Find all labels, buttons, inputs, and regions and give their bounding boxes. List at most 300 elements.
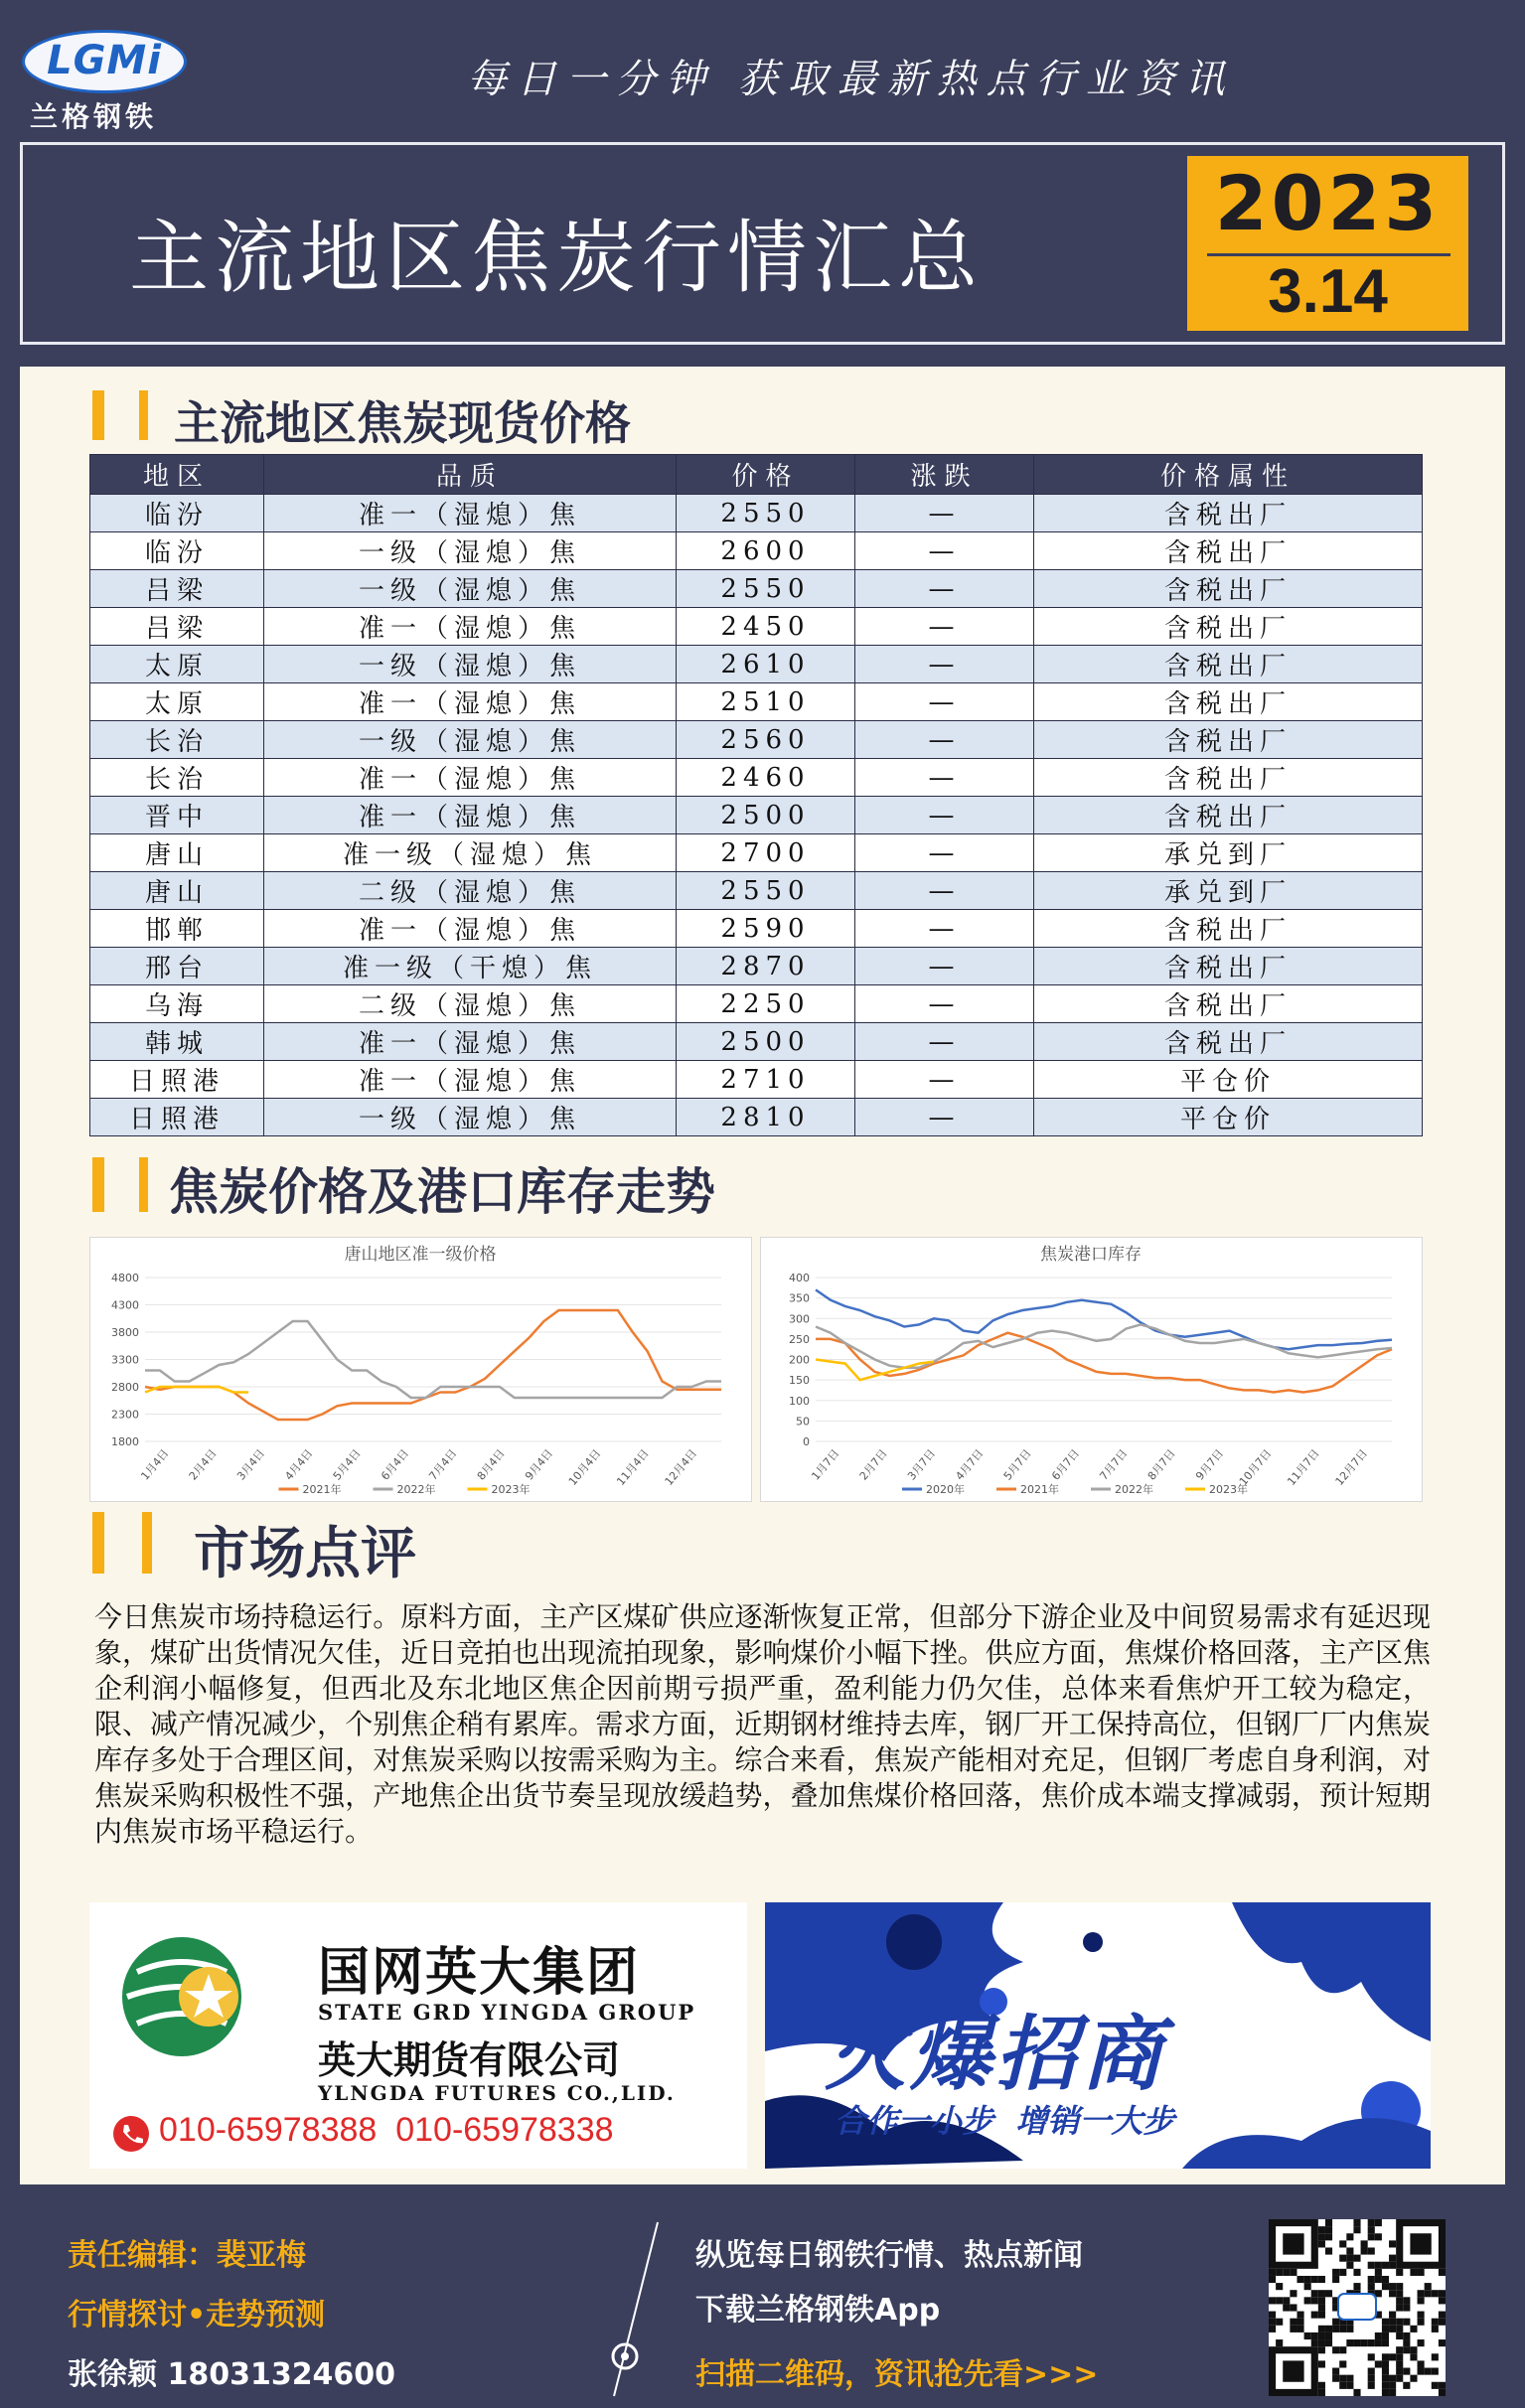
qr-module [1318, 2233, 1325, 2240]
qr-module [1439, 2297, 1446, 2304]
qr-module [1432, 2319, 1439, 2326]
footer-line2: 下载兰格钢铁App [695, 2293, 941, 2328]
ad-group-cn: 国网英大集团 [318, 1943, 641, 2003]
qr-module [1418, 2269, 1425, 2276]
table-row [90, 532, 1423, 570]
qr-module [1375, 2339, 1382, 2346]
qr-module [1368, 2368, 1375, 2375]
date-month-day: 3.14 [1268, 257, 1388, 326]
qr-module [1439, 2389, 1446, 2396]
section-title-prices: 主流地区焦炭现货价格 [174, 396, 631, 450]
qr-module [1318, 2240, 1325, 2247]
qr-module [1425, 2368, 1432, 2375]
column-header: 品质 [264, 455, 677, 495]
cell-price: 2500 [677, 1023, 855, 1061]
column-header: 价格 [677, 455, 855, 495]
qr-module [1382, 2276, 1389, 2283]
y-tick-label: 4800 [111, 1272, 139, 1284]
cell-price: 2250 [677, 985, 855, 1023]
cell-region: 太原 [90, 683, 264, 721]
promo-title: 火爆招商 [825, 2008, 1166, 2102]
qr-module [1269, 2326, 1276, 2333]
legend-label: 2022年 [1115, 1483, 1153, 1496]
qr-module [1346, 2233, 1353, 2240]
table-row [90, 1061, 1423, 1099]
qr-module [1396, 2304, 1403, 2311]
qr-module [1318, 2382, 1325, 2389]
qr-module [1332, 2276, 1339, 2283]
x-tick-label: 3月7日 [905, 1446, 939, 1483]
qr-module [1425, 2283, 1432, 2290]
qr-module [1361, 2339, 1368, 2346]
cell-quality: 一级（湿熄）焦 [264, 570, 677, 608]
y-tick-label: 3800 [111, 1326, 139, 1339]
qr-module [1290, 2304, 1296, 2311]
qr-module [1439, 2382, 1446, 2389]
qr-module [1403, 2346, 1410, 2353]
ad-company-en: YLNGDA FUTURES CO.,LID. [318, 2081, 676, 2105]
qr-module [1382, 2389, 1389, 2396]
qr-module [1332, 2375, 1339, 2382]
qr-module [1418, 2290, 1425, 2297]
logo-subtitle: 兰格钢铁 [30, 100, 158, 133]
qr-module [1339, 2240, 1346, 2247]
qr-module [1318, 2290, 1325, 2297]
qr-module [1325, 2219, 1332, 2226]
qr-module [1368, 2339, 1375, 2346]
table-row [90, 570, 1423, 608]
logo-text: LGMi [47, 38, 162, 83]
qr-module [1389, 2240, 1396, 2247]
qr-module [1389, 2312, 1396, 2319]
qr-module [1290, 2326, 1296, 2333]
qr-module [1375, 2360, 1382, 2367]
qr-module [1332, 2269, 1339, 2276]
qr-module [1318, 2360, 1325, 2367]
table-row [90, 910, 1423, 948]
x-tick-label: 1月4日 [138, 1446, 172, 1483]
x-tick-label: 12月4日 [662, 1446, 700, 1488]
qr-module [1283, 2297, 1290, 2304]
qr-module [1389, 2255, 1396, 2262]
legend-label: 2023年 [1209, 1483, 1248, 1496]
qr-module [1353, 2389, 1360, 2396]
divider-pin-icon [596, 2217, 676, 2401]
ad-promo[interactable] [765, 1902, 1431, 2169]
table-row [90, 872, 1423, 910]
qr-module [1269, 2297, 1276, 2304]
cell-price: 2870 [677, 948, 855, 985]
table-row [90, 1023, 1423, 1061]
qr-module [1276, 2297, 1283, 2304]
y-tick-label: 200 [789, 1353, 810, 1367]
footer-tagline: 行情探讨•走势预测 [68, 2298, 326, 2333]
qr-module [1304, 2297, 1311, 2304]
qr-module [1296, 2312, 1303, 2319]
chart-tangshan-svg [90, 1238, 751, 1501]
qr-module [1269, 2276, 1276, 2283]
qr-module [1304, 2283, 1311, 2290]
price-table [89, 454, 1423, 1136]
qr-module [1346, 2247, 1353, 2254]
qr-module [1389, 2283, 1396, 2290]
ad-group-en: STATE GRD YINGDA GROUP [318, 2000, 696, 2025]
x-tick-label: 1月7日 [809, 1446, 842, 1483]
cell-attr: 含税出厂 [1034, 683, 1423, 721]
qr-module [1368, 2283, 1375, 2290]
date-year: 2023 [1214, 159, 1442, 247]
qr-module [1439, 2269, 1446, 2276]
ad-phones[interactable]: 010-65978388 010-65978338 [159, 2111, 614, 2149]
legend-label: 2023年 [491, 1483, 531, 1496]
cell-price: 2610 [677, 646, 855, 683]
cell-attr: 含税出厂 [1034, 948, 1423, 985]
qr-module [1418, 2297, 1425, 2304]
qr-code[interactable] [1269, 2219, 1446, 2396]
footer-line1: 纵览每日钢铁行情、热点新闻 [695, 2238, 1083, 2273]
table-row [90, 834, 1423, 872]
x-tick-label: 9月7日 [1193, 1446, 1227, 1483]
cell-quality: 准一（湿熄）焦 [264, 495, 677, 532]
qr-module [1325, 2333, 1332, 2339]
promo-subtitle: 合作一小步 增销一大步 [835, 2102, 1175, 2140]
qr-module [1368, 2233, 1375, 2240]
cell-quality: 准一（湿熄）焦 [264, 683, 677, 721]
qr-module [1368, 2247, 1375, 2254]
cell-price: 2550 [677, 570, 855, 608]
cell-change: — [855, 985, 1034, 1023]
qr-module [1283, 2304, 1290, 2311]
qr-module [1276, 2319, 1283, 2326]
section-marker [92, 390, 104, 440]
qr-module [1346, 2339, 1353, 2346]
qr-module [1432, 2368, 1439, 2375]
cell-region: 吕梁 [90, 570, 264, 608]
cell-price: 2560 [677, 721, 855, 759]
section-marker [92, 1157, 104, 1212]
cell-attr: 含税出厂 [1034, 985, 1423, 1023]
qr-module [1290, 2290, 1296, 2297]
qr-code-icon [1269, 2219, 1446, 2396]
column-header: 涨跌 [855, 455, 1034, 495]
cell-attr: 承兑到厂 [1034, 834, 1423, 872]
cell-attr: 含税出厂 [1034, 797, 1423, 834]
cell-attr: 平仓价 [1034, 1099, 1423, 1136]
cell-quality: 准一（湿熄）焦 [264, 1061, 677, 1099]
qr-module [1276, 2269, 1283, 2276]
qr-module [1389, 2375, 1396, 2382]
cell-quality: 一级（湿熄）焦 [264, 646, 677, 683]
cell-change: — [855, 570, 1034, 608]
qr-module [1439, 2312, 1446, 2319]
cell-change: — [855, 872, 1034, 910]
cell-attr: 含税出厂 [1034, 910, 1423, 948]
cell-attr: 含税出厂 [1034, 495, 1423, 532]
qr-module [1375, 2269, 1382, 2276]
qr-module [1403, 2382, 1410, 2389]
x-tick-label: 2月4日 [186, 1446, 220, 1483]
qr-module [1368, 2219, 1375, 2226]
y-tick-label: 100 [789, 1394, 810, 1408]
cell-attr: 平仓价 [1034, 1061, 1423, 1099]
cell-region: 日照港 [90, 1061, 264, 1099]
qr-module [1382, 2339, 1389, 2346]
qr-module [1290, 2319, 1296, 2326]
qr-module [1296, 2276, 1303, 2283]
qr-module [1389, 2319, 1396, 2326]
qr-module [1403, 2368, 1410, 2375]
footer-line3: 扫描二维码，资讯抢先看>>> [695, 2357, 1099, 2392]
qr-module [1353, 2226, 1360, 2233]
qr-finder [1410, 2233, 1431, 2254]
qr-module [1269, 2269, 1276, 2276]
market-review-text: 今日焦炭市场持稳运行。原料方面，主产区煤矿供应逐渐恢复正常，但部分下游企业及中间贸易需求有延迟现象，煤矿出货情况欠佳，近日竞拍也出现流拍现象，影响煤价小幅下挫。供应方面，焦煤价格回落，主产区焦企利润小幅修复，但西北及东北地区焦企因前期亏损严重，盈利能力仍欠佳，总体来看焦炉开工较为稳定，限、减产情况减少，个别焦企稍有累库。需求方面，近期钢材维持去库，钢厂开工保持高位，但钢厂厂内焦炭库存多处于合理区间，对焦炭采购以按需采购为主。综合来看，焦炭产能相对充足，但钢厂考虑自身利润，对焦炭采购积极性不强，产地焦企出货节奏呈现放缓趋势，叠加焦煤价格回落，焦价成本端支撑减弱，预计短期内焦炭市场平稳运行。 [94, 1600, 1431, 1848]
qr-module [1375, 2262, 1382, 2269]
x-tick-label: 6月7日 [1049, 1446, 1083, 1483]
qr-module [1403, 2319, 1410, 2326]
qr-module [1368, 2382, 1375, 2389]
cell-change: — [855, 608, 1034, 646]
y-tick-label: 300 [789, 1312, 810, 1326]
qr-module [1269, 2319, 1276, 2326]
qr-module [1403, 2297, 1410, 2304]
table-row [90, 683, 1423, 721]
x-tick-label: 2月7日 [856, 1446, 890, 1483]
cell-region: 日照港 [90, 1099, 264, 1136]
qr-module [1389, 2262, 1396, 2269]
qr-module [1418, 2339, 1425, 2346]
qr-module [1418, 2368, 1425, 2375]
cell-region: 临汾 [90, 495, 264, 532]
cell-attr: 含税出厂 [1034, 570, 1423, 608]
table-row [90, 759, 1423, 797]
ad-yingda[interactable] [89, 1902, 747, 2169]
cell-change: — [855, 532, 1034, 570]
qr-module [1396, 2333, 1403, 2339]
column-header: 价格属性 [1034, 455, 1423, 495]
qr-module [1346, 2255, 1353, 2262]
x-tick-label: 10月4日 [565, 1446, 604, 1488]
qr-module [1361, 2247, 1368, 2254]
footer-editor: 责任编辑：裴亚梅 [68, 2238, 306, 2273]
x-tick-label: 7月7日 [1097, 1446, 1131, 1483]
x-tick-label: 12月7日 [1332, 1446, 1371, 1488]
section-marker [139, 390, 148, 440]
qr-module [1325, 2339, 1332, 2346]
qr-module [1276, 2283, 1283, 2290]
qr-module [1318, 2276, 1325, 2283]
qr-module [1325, 2326, 1332, 2333]
qr-module [1346, 2326, 1353, 2333]
qr-module [1375, 2233, 1382, 2240]
cell-change: — [855, 1061, 1034, 1099]
cell-price: 2460 [677, 759, 855, 797]
cell-attr: 含税出厂 [1034, 759, 1423, 797]
qr-module [1389, 2326, 1396, 2333]
y-tick-label: 400 [789, 1272, 810, 1284]
x-tick-label: 6月4日 [379, 1446, 412, 1483]
cell-price: 2450 [677, 608, 855, 646]
qr-module [1353, 2283, 1360, 2290]
table-row [90, 985, 1423, 1023]
x-tick-label: 8月4日 [474, 1446, 508, 1483]
cell-price: 2700 [677, 834, 855, 872]
qr-module [1396, 2326, 1403, 2333]
qr-module [1368, 2262, 1375, 2269]
cell-change: — [855, 646, 1034, 683]
legend-label: 2021年 [1020, 1483, 1059, 1496]
qr-module [1318, 2304, 1325, 2311]
qr-module [1361, 2240, 1368, 2247]
cell-quality: 一级（湿熄）焦 [264, 1099, 677, 1136]
qr-module [1276, 2339, 1283, 2346]
qr-module [1382, 2262, 1389, 2269]
slogan: 每日一分钟 获取最新热点行业资讯 [467, 57, 1235, 102]
y-tick-label: 1800 [111, 1435, 139, 1448]
x-tick-label: 5月7日 [1000, 1446, 1034, 1483]
qr-module [1325, 2226, 1332, 2233]
qr-module [1332, 2346, 1339, 2353]
qr-module [1332, 2319, 1339, 2326]
cell-price: 2510 [677, 683, 855, 721]
qr-module [1318, 2326, 1325, 2333]
cell-quality: 一级（湿熄）焦 [264, 721, 677, 759]
series-line [816, 1333, 1392, 1393]
qr-module [1332, 2368, 1339, 2375]
qr-module [1403, 2333, 1410, 2339]
qr-module [1269, 2312, 1276, 2319]
qr-module [1318, 2226, 1325, 2233]
qr-module [1389, 2382, 1396, 2389]
qr-module [1311, 2339, 1318, 2346]
qr-logo-icon [1338, 2294, 1376, 2320]
cell-price: 2590 [677, 910, 855, 948]
qr-module [1311, 2333, 1318, 2339]
qr-module [1332, 2326, 1339, 2333]
qr-module [1311, 2290, 1318, 2297]
qr-module [1382, 2333, 1389, 2339]
chart-title: 焦炭港口库存 [1040, 1245, 1142, 1265]
qr-module [1368, 2353, 1375, 2360]
y-tick-label: 250 [789, 1332, 810, 1346]
qr-module [1439, 2290, 1446, 2297]
y-tick-label: 4300 [111, 1298, 139, 1312]
cell-change: — [855, 834, 1034, 872]
cell-change: — [855, 721, 1034, 759]
qr-module [1346, 2262, 1353, 2269]
qr-module [1353, 2219, 1360, 2226]
cell-region: 太原 [90, 646, 264, 683]
table-header-row [90, 455, 1423, 495]
cell-change: — [855, 948, 1034, 985]
cell-region: 乌海 [90, 985, 264, 1023]
qr-module [1311, 2276, 1318, 2283]
qr-module [1410, 2353, 1417, 2360]
qr-module [1353, 2339, 1360, 2346]
qr-module [1375, 2276, 1382, 2283]
qr-module [1432, 2353, 1439, 2360]
chart-port-stock-svg [761, 1238, 1422, 1501]
qr-module [1389, 2353, 1396, 2360]
legend-label: 2021年 [302, 1483, 342, 1496]
qr-module [1410, 2375, 1417, 2382]
qr-module [1403, 2339, 1410, 2346]
qr-module [1418, 2319, 1425, 2326]
qr-module [1318, 2339, 1325, 2346]
qr-module [1396, 2283, 1403, 2290]
y-tick-label: 350 [789, 1291, 810, 1305]
cell-quality: 准一级（干熄）焦 [264, 948, 677, 985]
section-title-review: 市场点评 [194, 1522, 416, 1586]
qr-module [1368, 2276, 1375, 2283]
cell-quality: 一级（湿熄）焦 [264, 532, 677, 570]
price-table-body [90, 495, 1423, 1136]
qr-module [1311, 2297, 1318, 2304]
qr-module [1339, 2326, 1346, 2333]
qr-module [1396, 2346, 1403, 2353]
y-tick-label: 3300 [111, 1353, 139, 1367]
cell-change: — [855, 683, 1034, 721]
cell-attr: 承兑到厂 [1034, 872, 1423, 910]
qr-module [1382, 2382, 1389, 2389]
qr-module [1325, 2233, 1332, 2240]
qr-module [1439, 2319, 1446, 2326]
cell-price: 2600 [677, 532, 855, 570]
qr-module [1382, 2283, 1389, 2290]
cell-quality: 准一（湿熄）焦 [264, 608, 677, 646]
cell-attr: 含税出厂 [1034, 646, 1423, 683]
x-tick-label: 4月4日 [282, 1446, 316, 1483]
cell-region: 晋中 [90, 797, 264, 834]
qr-module [1396, 2290, 1403, 2297]
qr-module [1410, 2346, 1417, 2353]
qr-module [1339, 2255, 1346, 2262]
legend-label: 2022年 [396, 1483, 436, 1496]
cell-price: 2810 [677, 1099, 855, 1136]
qr-module [1318, 2297, 1325, 2304]
cell-quality: 准一（湿熄）焦 [264, 910, 677, 948]
y-tick-label: 150 [789, 1374, 810, 1388]
qr-module [1396, 2353, 1403, 2360]
cell-change: — [855, 1023, 1034, 1061]
cell-change: — [855, 910, 1034, 948]
qr-module [1318, 2333, 1325, 2339]
qr-module [1396, 2360, 1403, 2367]
section-title-trend: 焦炭价格及港口库存走势 [169, 1163, 715, 1221]
cell-attr: 含税出厂 [1034, 532, 1423, 570]
x-tick-label: 3月4日 [234, 1446, 268, 1483]
qr-module [1432, 2326, 1439, 2333]
cell-region: 唐山 [90, 872, 264, 910]
cell-change: — [855, 797, 1034, 834]
qr-finder [1283, 2360, 1303, 2381]
qr-module [1410, 2269, 1417, 2276]
x-tick-label: 8月7日 [1144, 1446, 1178, 1483]
cell-change: — [855, 1099, 1034, 1136]
table-row [90, 948, 1423, 985]
qr-module [1382, 2326, 1389, 2333]
qr-module [1403, 2304, 1410, 2311]
footer-contact: 张徐颖 18031324600 [68, 2357, 396, 2392]
chart-port-stock [760, 1237, 1423, 1502]
phone-icon [111, 2114, 151, 2154]
qr-module [1439, 2339, 1446, 2346]
column-header: 地区 [90, 455, 264, 495]
qr-module [1304, 2276, 1311, 2283]
x-tick-label: 5月4日 [330, 1446, 364, 1483]
cell-change: — [855, 495, 1034, 532]
section-marker [139, 1157, 148, 1212]
